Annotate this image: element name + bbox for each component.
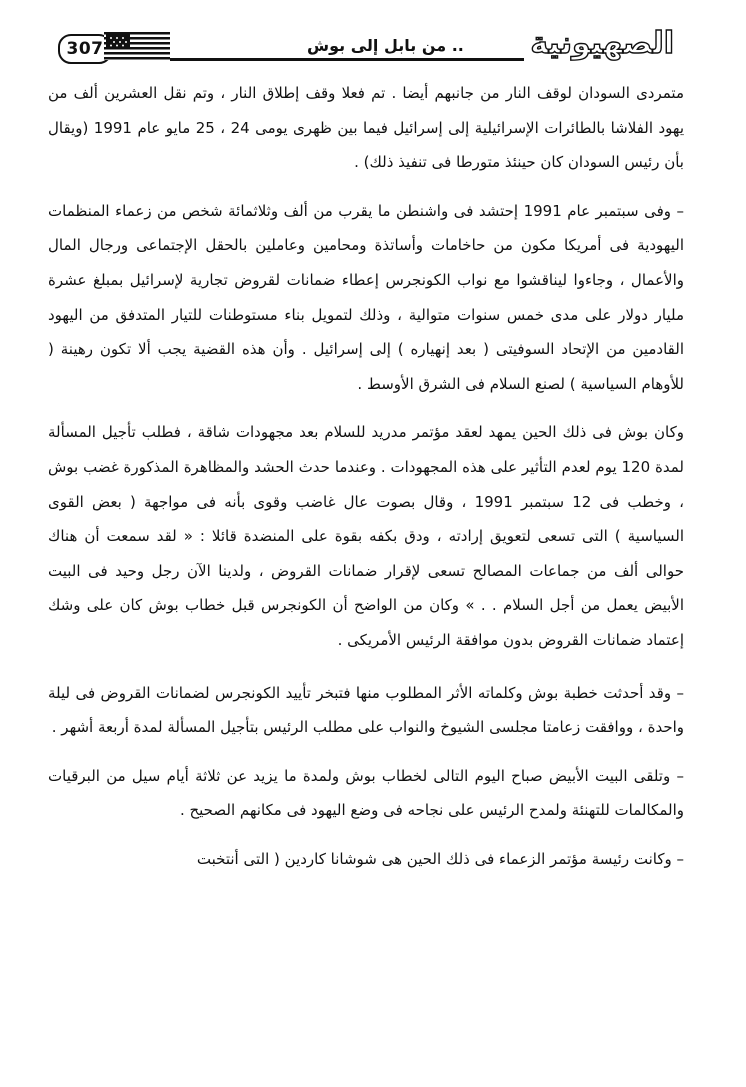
running-header (58, 28, 680, 70)
paragraph: – وكانت رئيسة مؤتمر الزعماء فى ذلك الحين هى شوشانا كاردين ( التى أنتخبت (196, 849, 684, 868)
paragraph: – وقد أحدثت خطبة بوش وكلماته الأثر المطلوب منها فتبخر تأييد الكونجرس لضمانات القروض فى ليلة واحدة ، ووافقت زعامتا مجلسى الشيوخ والنواب على مطلب الرئيس بتأجيل المسألة لمدة أربعة أشهر . (48, 683, 684, 737)
paragraph: متمردى السودان لوقف النار من جانبهم أيضا . تم فعلا وقف إطلاق النار ، وتم نقل العشرين ألف من يهود الفلاشا بالطائرات الإسرائيلية إلى إسرائيل فيما بين ظهرى يومى 24 ، 25 مايو عام 1991 (ويقال بأن رئيس السودان كان حينئذ متورطا فى تنفيذ ذلك) . (48, 84, 684, 172)
body-text (48, 76, 684, 876)
book-title: الصهيونية (524, 24, 680, 64)
paragraph: – وتلقى البيت الأبيض صباح اليوم التالى لخطاب بوش ولمدة ما يزيد عن ثلاثة أيام سيل من البرقيات والمكالمات للتهنئة ولمدح الرئيس على نجاحه فى وضع اليهود فى مكانهم الصحيح . (48, 766, 684, 820)
us-flag-icon (104, 32, 170, 60)
book-subtitle: .. من بابل إلى بوش (303, 36, 468, 55)
paragraph: وكان بوش فى ذلك الحين يمهد لعقد مؤتمر مدريد للسلام بعد مجهودات شاقة ، فطلب تأجيل المسألة لمدة 120 يوم لعدم التأثير على هذه المجهودات . وعندما حدث الحشد والمظاهرة المذكورة غضب بوش ، وخطب فى 12 سبتمبر 1991 ، وقال بصوت عال غاضب وقوى بأنه فى مواجهة ( بعض القوى السياسية ) التى تسعى لتعويق إرادته ، ودق بكفه بقوة على المنضدة قائلا : « لقد سمعت أن هناك حوالى ألف من جماعات المصالح تسعى لإقرار ضمانات القروض ، ولدينا الآن رجل وحيد فى البيت الأبيض يعمل من أجل السلام . . » وكان من الواضح أن الكونجرس قبل خطاب بوش كان على وشك إعتماد ضمانات القروض بدون موافقة الرئيس الأمريكى . (48, 423, 684, 649)
page-number: 307 (66, 39, 104, 59)
paragraph: – وفى سبتمبر عام 1991 إحتشد فى واشنطن ما يقرب من ألف وثلاثمائة شخص من زعماء المنظمات اليهودية فى أمريكا مكون من حاخامات وأساتذة ومحامين وعاملين بالحقل الإجتماعى ورجال المال والأعمال ، وجاءوا ليناقشوا مع نواب الكونجرس إعطاء ضمانات لقروض تجارية لإسرائيل بمبلغ عشرة مليار دولار على مدى خمس سنوات متوالية ، وذلك لتمويل بناء مستوطنات للتيار المتدفق من اليهود القادمين من الإتحاد السوفيتى ( بعد إنهياره ) إلى إسرائيل . وأن هذه القضية يجب ألا تكون رهينة ( للأوهام السياسية ) لصنع السلام فى الشرق الأوسط . (48, 201, 684, 393)
